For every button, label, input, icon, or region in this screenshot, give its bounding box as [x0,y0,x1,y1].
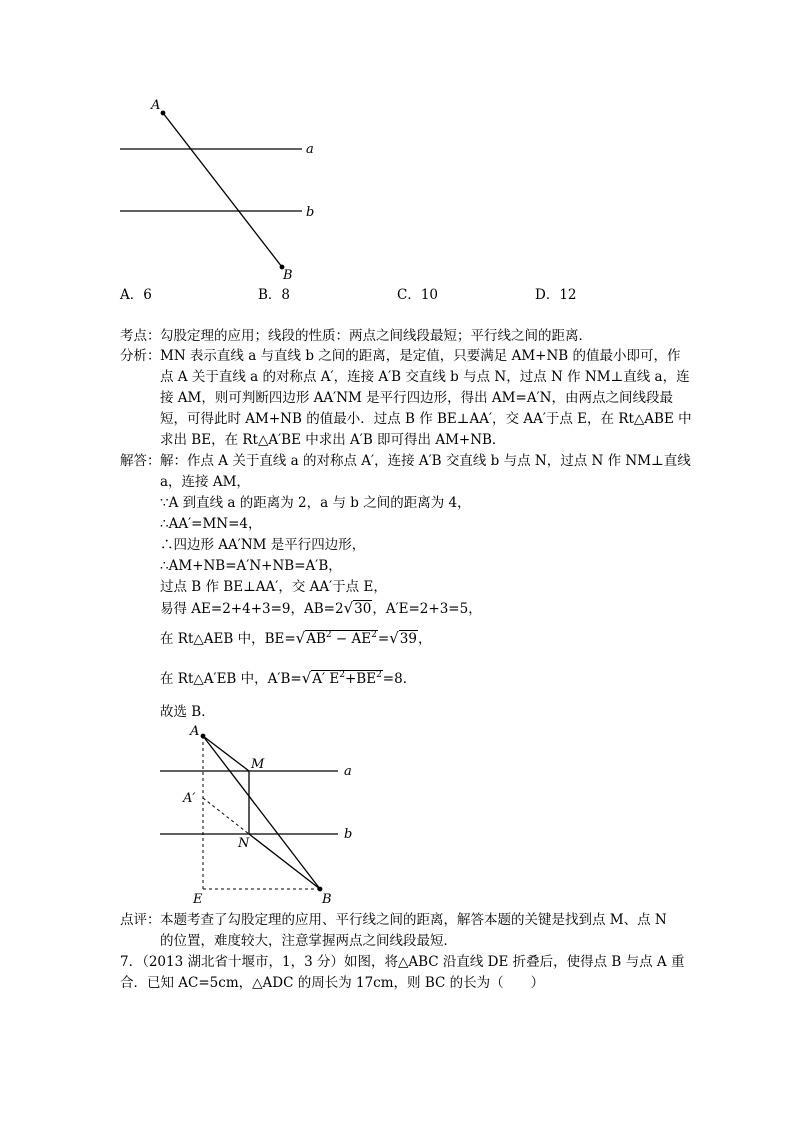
fenxi-line: 点 A 关于直线 a 的对称点 A′，连接 A′B 交直线 b 与点 N，过点 N 作 NM⊥直线 a，连 [160,369,690,385]
label-point-a: A [190,724,200,739]
fenxi-line: 接 AM，则可判断四边形 AA′NM 是平行四边形，得出 AM=A′N，由两点之间线段最 [160,390,673,406]
jieda-line: 过点 B 作 BE⊥AA′，交 AA′于点 E， [160,579,387,595]
option-d: D．12 [535,287,577,303]
jieda-answer: 故选 B． [160,704,215,720]
jieda-line-ab-prime [160,666,416,689]
kaodian-text: 勾股定理的应用；线段的性质：两点之间线段最短；平行线之间的距离． [160,328,592,344]
formula-text: = [377,631,390,647]
label-point-b: B [322,892,332,907]
jieda-line-be [160,626,431,649]
dianping-label: 点评： [120,912,161,928]
option-b: B．8 [258,287,291,303]
radicand: − AE [331,631,372,647]
dianping-line: 的位置，难度较大，注意掌握两点之间线段最短． [160,933,457,949]
exponent: 2 [325,630,332,640]
radicand: A′ E [312,671,340,687]
sqrt-ae-be: √A′ $E^2+BE^2$ [301,669,382,687]
point-a [161,111,166,116]
option-a: A．6 [120,287,152,303]
option-c: C．10 [397,287,439,303]
jieda-line: a，连接 AM， [160,474,250,490]
figure-1 [110,92,330,282]
radicand: 30 [354,601,372,617]
label-point-e: E [193,892,203,907]
point-b [318,887,323,892]
radicand: AB [306,631,326,647]
sqrt-30: √30 [343,599,372,617]
fenxi-line: 求出 BE，在 Rt△A′BE 中求出 A′B 即可得出 AM+NB． [160,432,506,448]
label-line-b: b [344,827,353,842]
radicand: +BE [344,671,377,687]
fenxi-line: 短，可得此时 AM+NB 的值最小．过点 B 作 BE⊥AA′，交 AA′于点 E，在 Rt△ABE 中 [160,411,692,427]
fenxi-label: 分析： [120,348,161,364]
label-line-a: a [344,764,352,779]
kaodian-label: 考点： [120,328,161,344]
formula-text: 在 Rt△A′EB 中，A′B= [160,671,302,687]
formula-text: 在 Rt△AEB 中，BE= [160,631,296,647]
jieda-line: ∴AM+NB=A′N+NB=A′B， [160,558,342,574]
formula-text: 易得 AE=2+4+3=9，AB=2 [160,601,344,617]
formula-text: ， [417,631,432,647]
sqrt-ab-ae: $√AB^2 - AE^2$ [295,629,377,647]
segment-ab [163,113,282,267]
exponent: 2 [376,670,382,680]
label-point-b: B [283,268,293,283]
sqrt-39: √39 [389,629,417,647]
jieda-line: ∵A 到直线 a 的距离为 2，a 与 b 之间的距离为 4， [160,495,471,511]
question-7-line: 7．（2013 湖北省十堰市，1，3 分）如图，将△ABC 沿直线 DE 折叠后，使得点 B 与点 A 重 [120,954,685,970]
figure-2 [150,720,370,910]
label-line-a: a [306,142,314,157]
jieda-label: 解答： [120,453,161,469]
segment-an-dashed [203,798,249,834]
exponent: 2 [339,670,345,680]
label-point-a: A [151,98,161,113]
formula-text: ，A′E=2+3=5， [372,601,482,617]
dianping-line: 本题考查了勾股定理的应用、平行线之间的距离，解答本题的关键是找到点 M、点 N [160,912,667,928]
question-7-line: 合．已知 AC=5cm，△ADC 的周长为 17cm，则 BC 的长为（ ） [120,975,545,991]
jieda-line: ∴AA′=MN=4， [160,516,262,532]
label-point-a-prime: A′ [183,791,196,806]
radicand: 39 [399,631,417,647]
label-point-m: M [251,757,265,772]
point-a [201,734,206,739]
exponent: 2 [371,630,377,640]
fenxi-line: MN 表示直线 a 与直线 b 之间的距离，是定值，只要满足 AM+NB 的值最小即可，作 [160,348,681,364]
jieda-line: 解：作点 A 关于直线 a 的对称点 A′，连接 A′B 交直线 b 与点 N，过点 N 作 NM⊥直线 [160,453,691,469]
jieda-line: ∴四边形 AA′NM 是平行四边形， [160,537,366,553]
formula-text: =8． [382,671,417,687]
label-point-n: N [238,836,250,851]
label-line-b: b [306,205,315,220]
jieda-line-ab [160,599,482,619]
